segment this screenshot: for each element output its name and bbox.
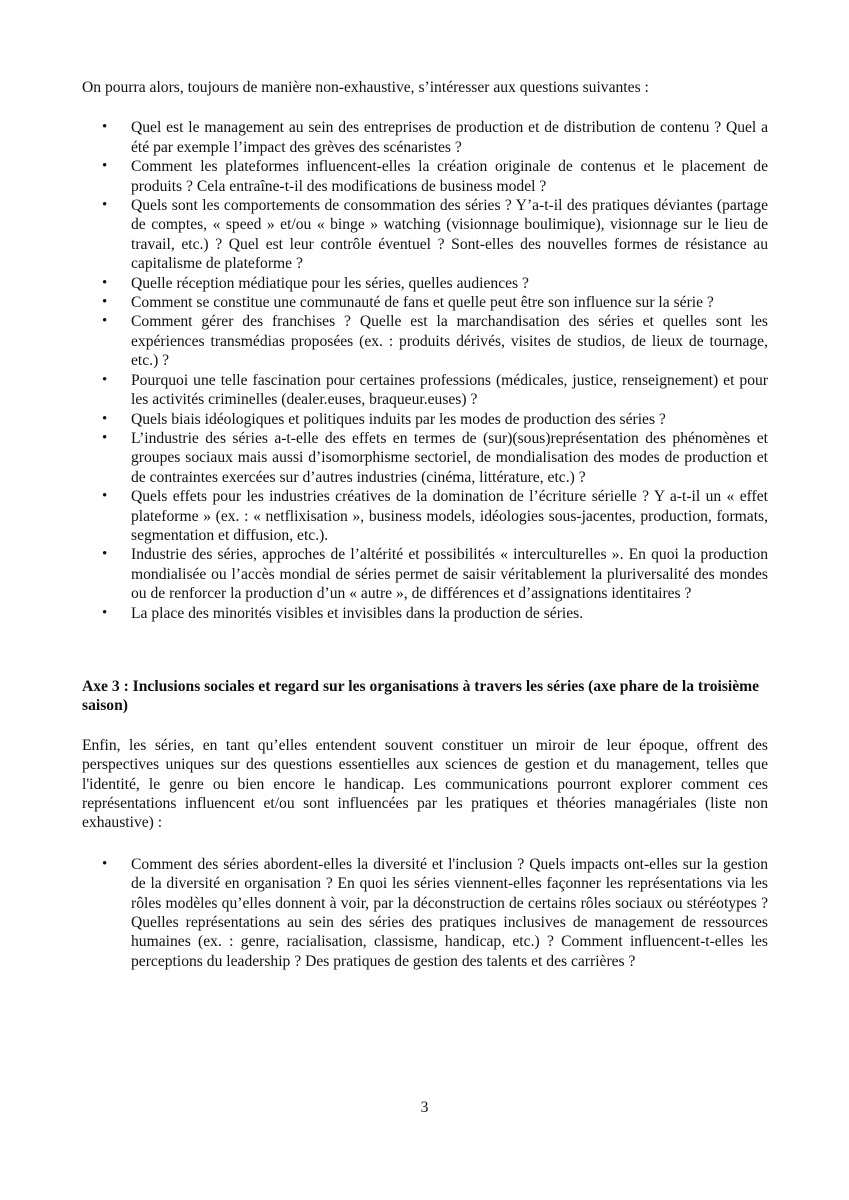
list-item — [82, 118, 768, 157]
bullet-icon: • — [102, 274, 108, 291]
list-item — [82, 410, 768, 429]
list-item-text: Quels biais idéologiques et politiques induits par les modes de production des séries ? — [131, 410, 666, 428]
list-item-text: Quels effets pour les industries créatives de la domination de l’écriture sérielle ? Y a-t-il un « effet plateforme » (ex. : « netflixisation », business models, idéologies sous-jacentes, production, formats, segmentation et diffusion, etc.). — [131, 488, 768, 544]
list-item — [82, 196, 768, 274]
list-item-text: Quelle réception médiatique pour les séries, quelles audiences ? — [131, 274, 529, 292]
bullet-icon: • — [102, 371, 108, 388]
list-item — [82, 487, 768, 545]
bullet-icon: • — [102, 410, 108, 427]
section-heading-axe-3: Axe 3 : Inclusions sociales et regard sur les organisations à travers les séries (axe phare de la troisième saison) — [82, 677, 760, 715]
bullet-icon: • — [102, 604, 108, 621]
bullet-icon: • — [102, 294, 108, 311]
list-item-text: Comment des séries abordent-elles la diversité et l'inclusion ? Quels impacts ont-elles sur la gestion de la diversité en organisation ? En quoi les séries viennent-elles façonner les représentations via les rôles modèles qu’elles donnent à voir, par la déconstruction de certains rôles sociaux ou stéréotypes ? Quelles représentations au sein des séries des pratiques inclusives de management de ressources humaines (ex. : genre, racialisation, classisme, handicap, etc.) ? Comment influencent-t-elles les perceptions du leadership ? Des pratiques de gestion des talents et des carrières ? — [131, 855, 768, 970]
list-item-text: Comment gérer des franchises ? Quelle est la marchandisation des séries et quelles sont les expériences transmédias proposées (ex. : produits dérivés, visites de studios, de lieux de tournage, etc.) ? — [131, 313, 768, 370]
list-item-text: Quel est le management au sein des entreprises de production et de distribution de contenu ? Quel a été par exemple l’impact des grèves des scénaristes ? — [131, 119, 768, 156]
list-item — [82, 429, 768, 487]
list-item-text: La place des minorités visibles et invisibles dans la production de séries. — [131, 604, 584, 622]
list-item — [82, 157, 768, 196]
list-item — [82, 604, 768, 623]
page-body — [82, 78, 768, 971]
list-item — [82, 312, 768, 370]
list-item — [82, 545, 768, 603]
page-number: 3 — [420, 1099, 429, 1116]
axe-3-paragraph: Enfin, les séries, en tant qu’elles entendent souvent constituer un miroir de leur époque, offrent des perspectives uniques sur des questions essentielles aux sciences de gestion et du management, telles que l'identité, le genre ou bien encore le handicap. Les communications pourront explorer comment ces représentations influencent et/ou sont influencées par les pratiques et théories managériales (liste non exhaustive) : — [82, 736, 768, 832]
bullet-icon: • — [102, 429, 108, 446]
bullet-icon: • — [102, 119, 108, 136]
list-item-text: Pourquoi une telle fascination pour certaines professions (médicales, justice, renseignement) et pour les activités criminelles (dealer.euses, braqueur.euses) ? — [131, 371, 768, 409]
list-item-text: Comment se constitue une communauté de fans et quelle peut être son influence sur la série ? — [131, 294, 714, 312]
bullet-icon: • — [102, 488, 108, 505]
list-item-text: Quels sont les comportements de consommation des séries ? Y’a-t-il des pratiques déviantes (partage de comptes, « speed » et/ou « binge » watching (visionnage boulimique), visionnage sur le lieu de travail, etc.) ? Quel est leur contrôle éventuel ? Sont-elles des nouvelles formes de résistance au capitalisme de plateforme ? — [131, 197, 768, 273]
axe-3-list — [82, 855, 768, 971]
list-item-text: L’industrie des séries a-t-elle des effets en termes de (sur)(sous)représentation des phénomènes et groupes sociaux mais aussi d’isomorphisme sectoriel, de mondialisation des modes de production et de contraintes exercées sur d’autres industries (cinéma, littérature, etc.) ? — [131, 429, 768, 486]
bullet-icon: • — [102, 546, 108, 563]
list-item — [82, 274, 768, 293]
list-item — [82, 371, 768, 410]
bullet-icon: • — [102, 197, 108, 214]
bullet-icon: • — [102, 313, 108, 330]
list-item-text: Industrie des séries, approches de l’altérité et possibilités « interculturelles ». En quoi la production mondialisée ou l’accès mondial de séries permet de saisir véritablement la pluriversalité des mondes ou de renforcer la production d’un « autre », de différences et d’assignations identitaires ? — [131, 546, 768, 603]
bullet-icon: • — [102, 158, 108, 175]
intro-paragraph: On pourra alors, toujours de manière non-exhaustive, s’intéresser aux questions suivantes : — [82, 79, 649, 96]
bullet-icon: • — [102, 855, 108, 872]
list-item — [82, 293, 768, 312]
list-item-text: Comment les plateformes influencent-elles la création originale de contenus et le placement de produits ? Cela entraîne-t-il des modifications de business model ? — [131, 158, 768, 195]
questions-list — [82, 118, 768, 623]
list-item — [82, 855, 768, 971]
